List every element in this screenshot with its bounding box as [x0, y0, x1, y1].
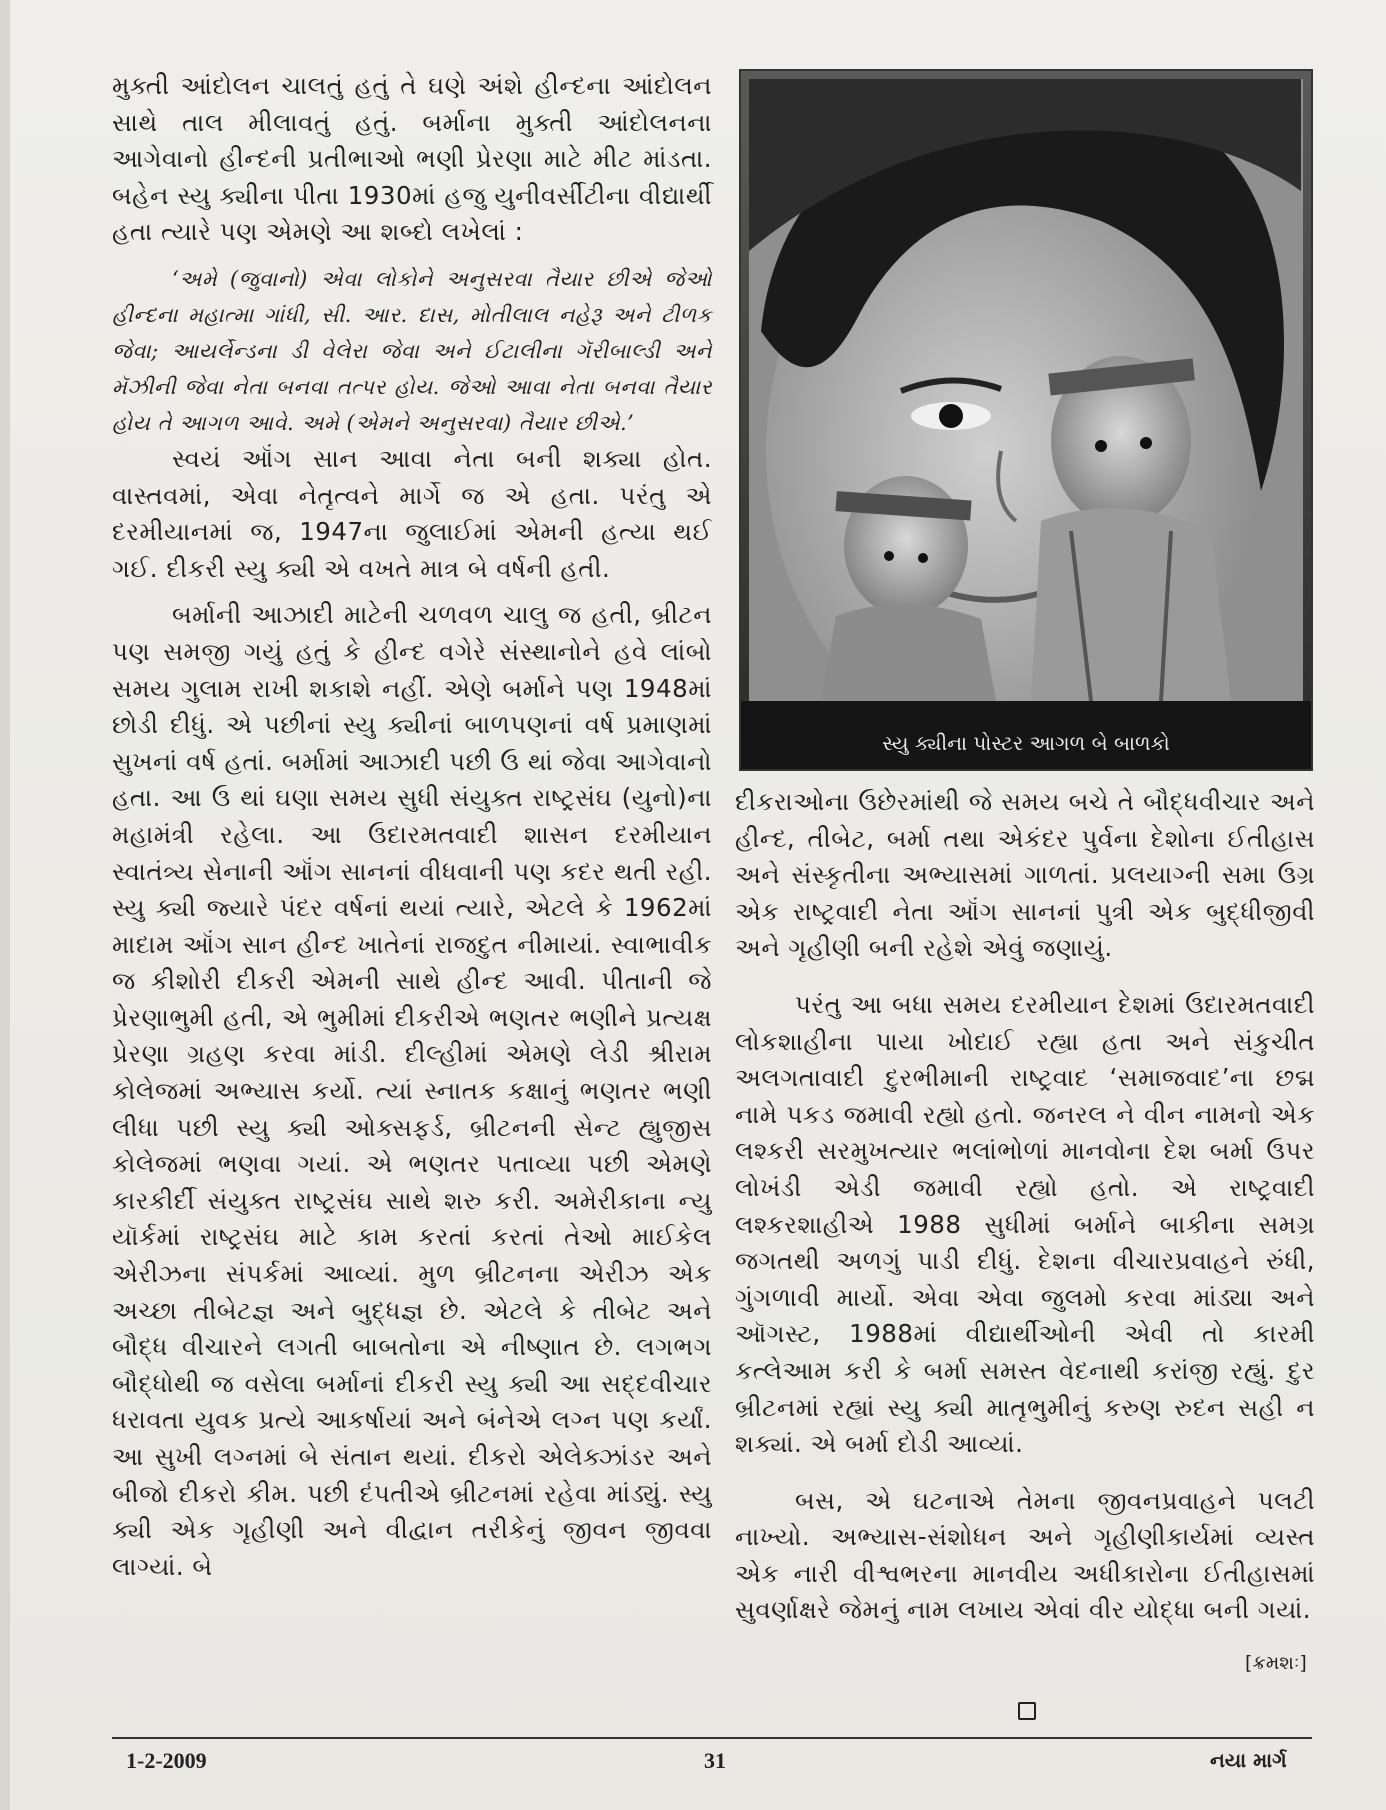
footer-date: 1-2-2009	[126, 1748, 207, 1773]
magazine-name: નયા માર્ગ	[1210, 1748, 1287, 1772]
left-column	[112, 68, 712, 1585]
paragraph: બર્માની આઝાદી માટેની ચળવળ ચાલુ જ હતી, બ્રીટન પણ સમજી ગયું હતું કે હીન્દ વગેરે સંસ્થાનોને હવે લાંબો સમય ગુલામ રાખી શકાશે નહીં. એણે બર્માને પણ 1948માં છોડી દીધું. એ પછીનાં સ્યુ ક્યીનાં બાળપણનાં વર્ષ પ્રમાણમાં સુખનાં વર્ષ હતાં. બર્મામાં આઝાદી પછી ઉ થાં જેવા આગેવાનો હતા. આ ઉ થાં ઘણા સમય સુધી સંયુક્ત રાષ્ટ્રસંઘ (યુનો)ના મહામંત્રી રહેલા. આ ઉદારમતવાદી શાસન દરમીયાન સ્વાતંત્ર્ય સેનાની ઑંગ સાનનાં વીધવાની પણ કદર થતી રહી. સ્યુ ક્યી જ્યારે પંદર વર્ષનાં થયાં ત્યારે, એટલે કે 1962માં માદામ ઑંગ સાન હીન્દ ખાતેનાં રાજદુત નીમાયાં. સ્વાભાવીક જ કીશોરી દીકરી એમની સાથે હીન્દ આવી. પીતાની જે પ્રેરણાભુમી હતી, એ ભુમીમાં દીકરીએ ભણતર ભણીને પ્રત્યક્ષ પ્રેરણા ગ્રહણ કરવા માંડી. દીલ્હીમાં એમણે લેડી શ્રીરામ કોલેજમાં અભ્યાસ કર્યો. ત્યાં સ્નાતક કક્ષાનું ભણતર ભણી લીધા પછી સ્યુ ક્યી ઓક્સફર્ડ, બ્રીટનની સેન્ટ હ્યુજીસ કોલેજમાં ભણવા ગયાં. એ ભણતર પતાવ્યા પછી એમણે કારકીર્દી સંયુક્ત રાષ્ટ્રસંઘ સાથે શરુ કરી. અમેરીકાના ન્યુ યૉર્કમાં રાષ્ટ્રસંઘ માટે કામ કરતાં કરતાં તેઓ માઈકેલ એરીઝના સંપર્કમાં આવ્યાં. મુળ બ્રીટનના એરીઝ એક અચ્છા તીબેટજ્ઞ અને બુદ્ધજ્ઞ છે. એટલે કે તીબેટ અને બૌદ્ધ વીચારને લગતી બાબતોના એ નીષ્ણાત છે. લગભગ બૌદ્ધોથી જ વસેલા બર્માનાં દીકરી સ્યુ ક્યી આ સદ્દવીચાર ધરાવતા યુવક પ્રત્યે આકર્ષાયાં અને બંનેએ લગ્ન પણ કર્યાં. આ સુખી લગ્નમાં બે સંતાન થયાં. દીકરો એલેક્ઝાંડર અને બીજો દીકરો કીમ. પછી દંપતીએ બ્રીટનમાં રહેવા માંડ્યું. સ્યુ ક્યી એક ગૃહીણી અને વીદ્વાન તરીકેનું જીવન જીવવા લાગ્યાં. બે	[112, 600, 712, 1581]
paragraph: પરંતુ આ બધા સમય દરમીયાન દેશમાં ઉદારમતવાદી લોકશાહીના પાયા ખોદાઈ રહ્યા હતા અને સંકુચીત અલગતાવાદી દુરભીમાની રાષ્ટ્રવાદ ‘સમાજવાદ’ના છદ્મ નામે પકડ જમાવી રહ્યો હતો. જનરલ ને વીન નામનો એક લશ્કરી સરમુખત્યાર ભલાંભોળાં માનવોના દેશ બર્મા ઉપર લોખંડી એડી જમાવી રહ્યો હતો. એ રાષ્ટ્રવાદી લશ્કરશાહીએ 1988 સુધીમાં બર્માને બાકીના સમગ્ર જગતથી અળગું પાડી દીધું. દેશના વીચારપ્રવાહને રુંધી, ગુંગળાવી માર્યો. એવા એવા જુલમો કરવા માંડ્યા અને ઑગસ્ટ, 1988માં વીદ્યાર્થીઓની એવી તો કારમી કત્લેઆમ કરી કે બર્મા સમસ્ત વેદનાથી કરાંજી રહ્યું. દુર બ્રીટનમાં રહ્યાં સ્યુ ક્યી માતૃભુમીનું કરુણ રુદન સહી ન શક્યાં. એ બર્મા દોડી આવ્યાં.	[735, 989, 1315, 1459]
poster-photo	[739, 69, 1313, 771]
right-column	[735, 784, 1315, 1629]
page-edge	[0, 0, 10, 1810]
page-number: 31	[704, 1748, 726, 1773]
end-mark-icon	[1018, 1702, 1036, 1720]
paragraph: દીકરાઓના ઉછેરમાંથી જે સમય બચે તે બૌદ્ધવીચાર અને હીન્દ, તીબેટ, બર્મા તથા એકંદર પુર્વના દેશોના ઈતીહાસ અને સંસ્કૃતીના અભ્યાસમાં ગાળતાં. પ્રલયાગ્ની સમા ઉગ્ર એક રાષ્ટ્રવાદી નેતા ઑંગ સાનનાં પુત્રી એક બુદ્ધીજીવી અને ગૃહીણી બની રહેશે એવું જણાયું.	[735, 787, 1315, 963]
paragraph: સ્વયં ઑંગ સાન આવા નેતા બની શક્યા હોત. વાસ્તવમાં, એવા નેતૃત્વને માર્ગે જ એ હતા. પરંતુ એ દરમીયાનમાં જ, 1947ના જુલાઈમાં એમની હત્યા થઈ ગઈ. દીકરી સ્યુ ક્યી એ વખતે માત્ર બે વર્ષની હતી.	[112, 443, 712, 583]
paragraph: બસ, એ ઘટનાએ તેમના જીવનપ્રવાહને પલટી નાખ્યો. અભ્યાસ-સંશોધન અને ગૃહીણીકાર્યમાં વ્યસ્ત એક નારી વીશ્વભરના માનવીય અધીકારોના ઈતીહાસમાં સુવર્ણાક્ષરે જેમનું નામ લખાય એવાં વીર યોદ્ધા બની ગયાં.	[735, 1485, 1315, 1625]
footer-rule	[112, 1737, 1312, 1739]
quotation: ‘અમે (જુવાનો) એવા લોકોને અનુસરવા તૈયાર છીએ જેઓ હીન્દના મહાત્મા ગાંધી, સી. આર. દાસ, મોતીલાલ નહેરૂ અને ટીળક જેવા; આયર્લેન્ડના ડી વેલેરા જેવા અને ઈટાલીના ગૅરીબાલ્ડી અને મૅઝીની જેવા નેતા બનવા તત્પર હોય. જેઓ આવા નેતા બનવા તૈયાર હોય તે આગળ આવે. અમે (એમને અનુસરવા) તૈયાર છીએ.’	[112, 266, 712, 435]
photo-caption: સ્યુ ક્યીના પોસ્ટર આગળ બે બાળકો	[882, 731, 1170, 755]
photo-illustration	[741, 71, 1311, 769]
continued-label: [ક્રમશઃ]	[1245, 1652, 1307, 1674]
paragraph: મુક્તી આંદોલન ચાલતું હતું તે ઘણે અંશે હીન્દના આંદોલન સાથે તાલ મીલાવતું હતું. બર્માના મુક્તી આંદોલનના આગેવાનો હીન્દની પ્રતીભાઓ ભણી પ્રેરણા માટે મીટ માંડતા. બહેન સ્યુ ક્યીના પીતા 1930માં હજુ યુનીવર્સીટીના વીદ્યાર્થી હતા ત્યારે પણ એમણે આ શબ્દો લખેલાં :	[112, 71, 712, 247]
